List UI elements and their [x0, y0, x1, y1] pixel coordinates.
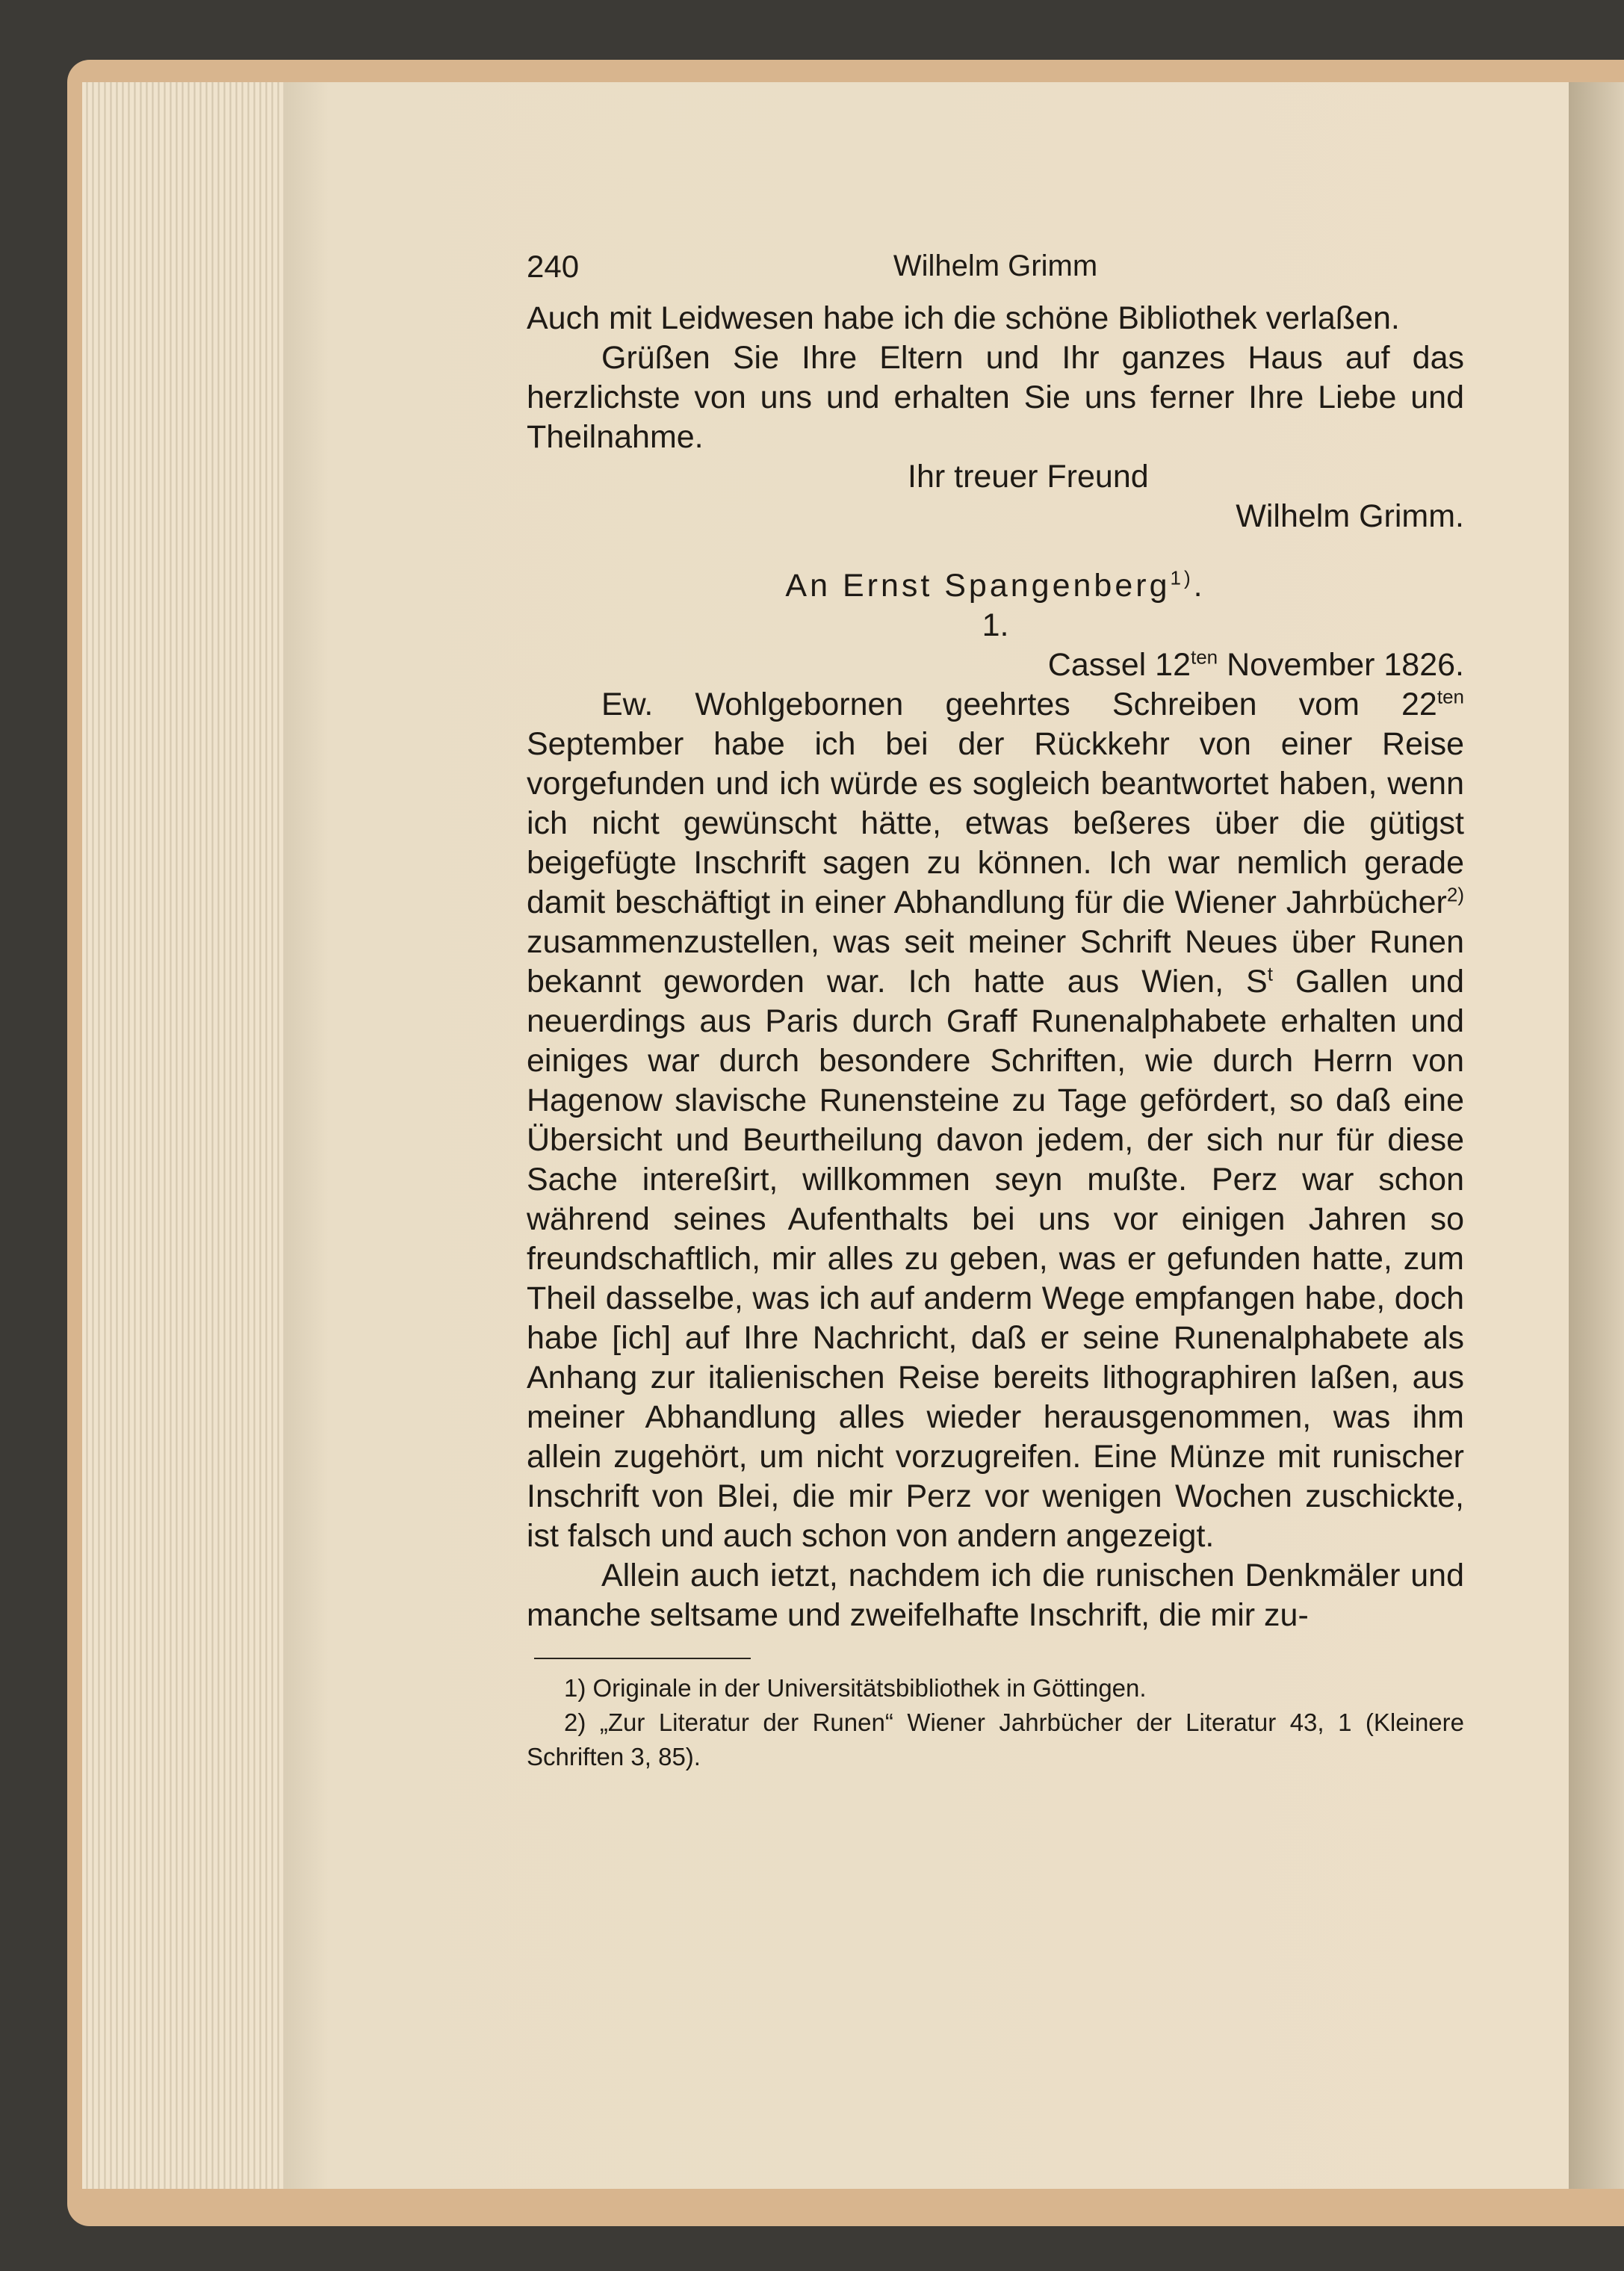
text-run: September habe ich bei der Rückkehr von einer Reise vorgefunden und ich würde es sogleich beantwortet haben, wenn ich nicht gewünscht hätte, etwas beßeres über die gütigst beigefügte Inschrift sagen zu können. Ich war nemlich gerade damit beschäftigt in einer Abhandlung für die Wiener Jahrbücher [527, 726, 1464, 920]
abbrev-suffix: t [1267, 962, 1273, 985]
letter-number: 1. [982, 607, 1009, 643]
running-title: Wilhelm Grimm [893, 250, 1098, 282]
footnote: 1) Originale in der Universitätsbibliothek in Göttingen. [564, 1674, 1147, 1702]
signature: Wilhelm Grimm. [1236, 498, 1464, 534]
ordinal-suffix: ten [1190, 645, 1218, 669]
page-text [527, 247, 1464, 1774]
letter-heading-text: An Ernst Spangenberg [785, 568, 1171, 604]
footnote-ref: 1) [1170, 566, 1194, 589]
running-header [527, 247, 1464, 299]
dateline-rest: November 1826. [1218, 647, 1464, 683]
footnote-ref: 2) [1446, 883, 1464, 906]
paragraph: Allein auch ietzt, nachdem ich die runischen Denkmäler und manche seltsame und zweifelhafte Inschrift, die mir zu- [527, 1558, 1464, 1633]
paragraph [527, 685, 1464, 1556]
footnotes [527, 1671, 1464, 1774]
paragraph: Auch mit Leidwesen habe ich die schöne Bibliothek verlaßen. [527, 300, 1400, 336]
page-edges [82, 82, 285, 2189]
next-page-edge [1569, 82, 1624, 2189]
footnote-rule [534, 1658, 751, 1659]
dateline [527, 645, 1464, 685]
dateline-place: Cassel 12 [1047, 647, 1191, 683]
letter-closing: Ihr treuer Freund [908, 459, 1149, 495]
page-number: 240 [527, 249, 580, 284]
letter-heading-end: . [1193, 568, 1206, 604]
paragraph: Grüßen Sie Ihre Eltern und Ihr ganzes Haus auf das herzlichste von uns und erhalten Sie uns ferner Ihre Liebe und Theilnahme. [527, 340, 1464, 455]
letter-heading [527, 566, 1464, 606]
footnote: 2) „Zur Literatur der Runen“ Wiener Jahrbücher der Literatur 43, 1 (Kleinere Schriften 3, 85). [527, 1708, 1464, 1770]
ordinal-suffix: ten [1437, 685, 1464, 708]
text-run: Gallen und neuerdings aus Paris durch Graff Runenalphabete erhalten und einiges war durch besondere Schriften, wie durch Herrn von Hagenow slavische Runensteine zu Tage gefördert, so daß eine Übersicht und Beurtheilung davon jedem, der sich nur für diese Sache intereßirt, willkommen seyn mußte. Perz war schon während seines Aufenthalts bei uns vor einigen Jahren so freundschaftlich, mir alles zu geben, was er gefunden hatte, zum Theil dasselbe, was ich auf anderm Wege empfangen habe, doch habe [ich] auf Ihre Nachricht, daß er seine Runenalphabete als Anhang zur italienischen Reise bereits lithographiren laßen, aus meiner Abhandlung alles wieder herausgenommen, was ihm allein zugehört, um nicht vorzugreifen. Eine Münze mit runischer Inschrift von Blei, die mir Perz vor wenigen Wochen zuschickte, ist falsch und auch schon von andern angezeigt. [527, 964, 1465, 1554]
text-run: zusammenzustellen, was seit meiner Schrift Neues über Runen bekannt geworden war. Ich hatte aus Wien, S [527, 924, 1464, 1000]
text-run: Ew. Wohlgebornen geehrtes Schreiben vom 22 [601, 687, 1437, 722]
